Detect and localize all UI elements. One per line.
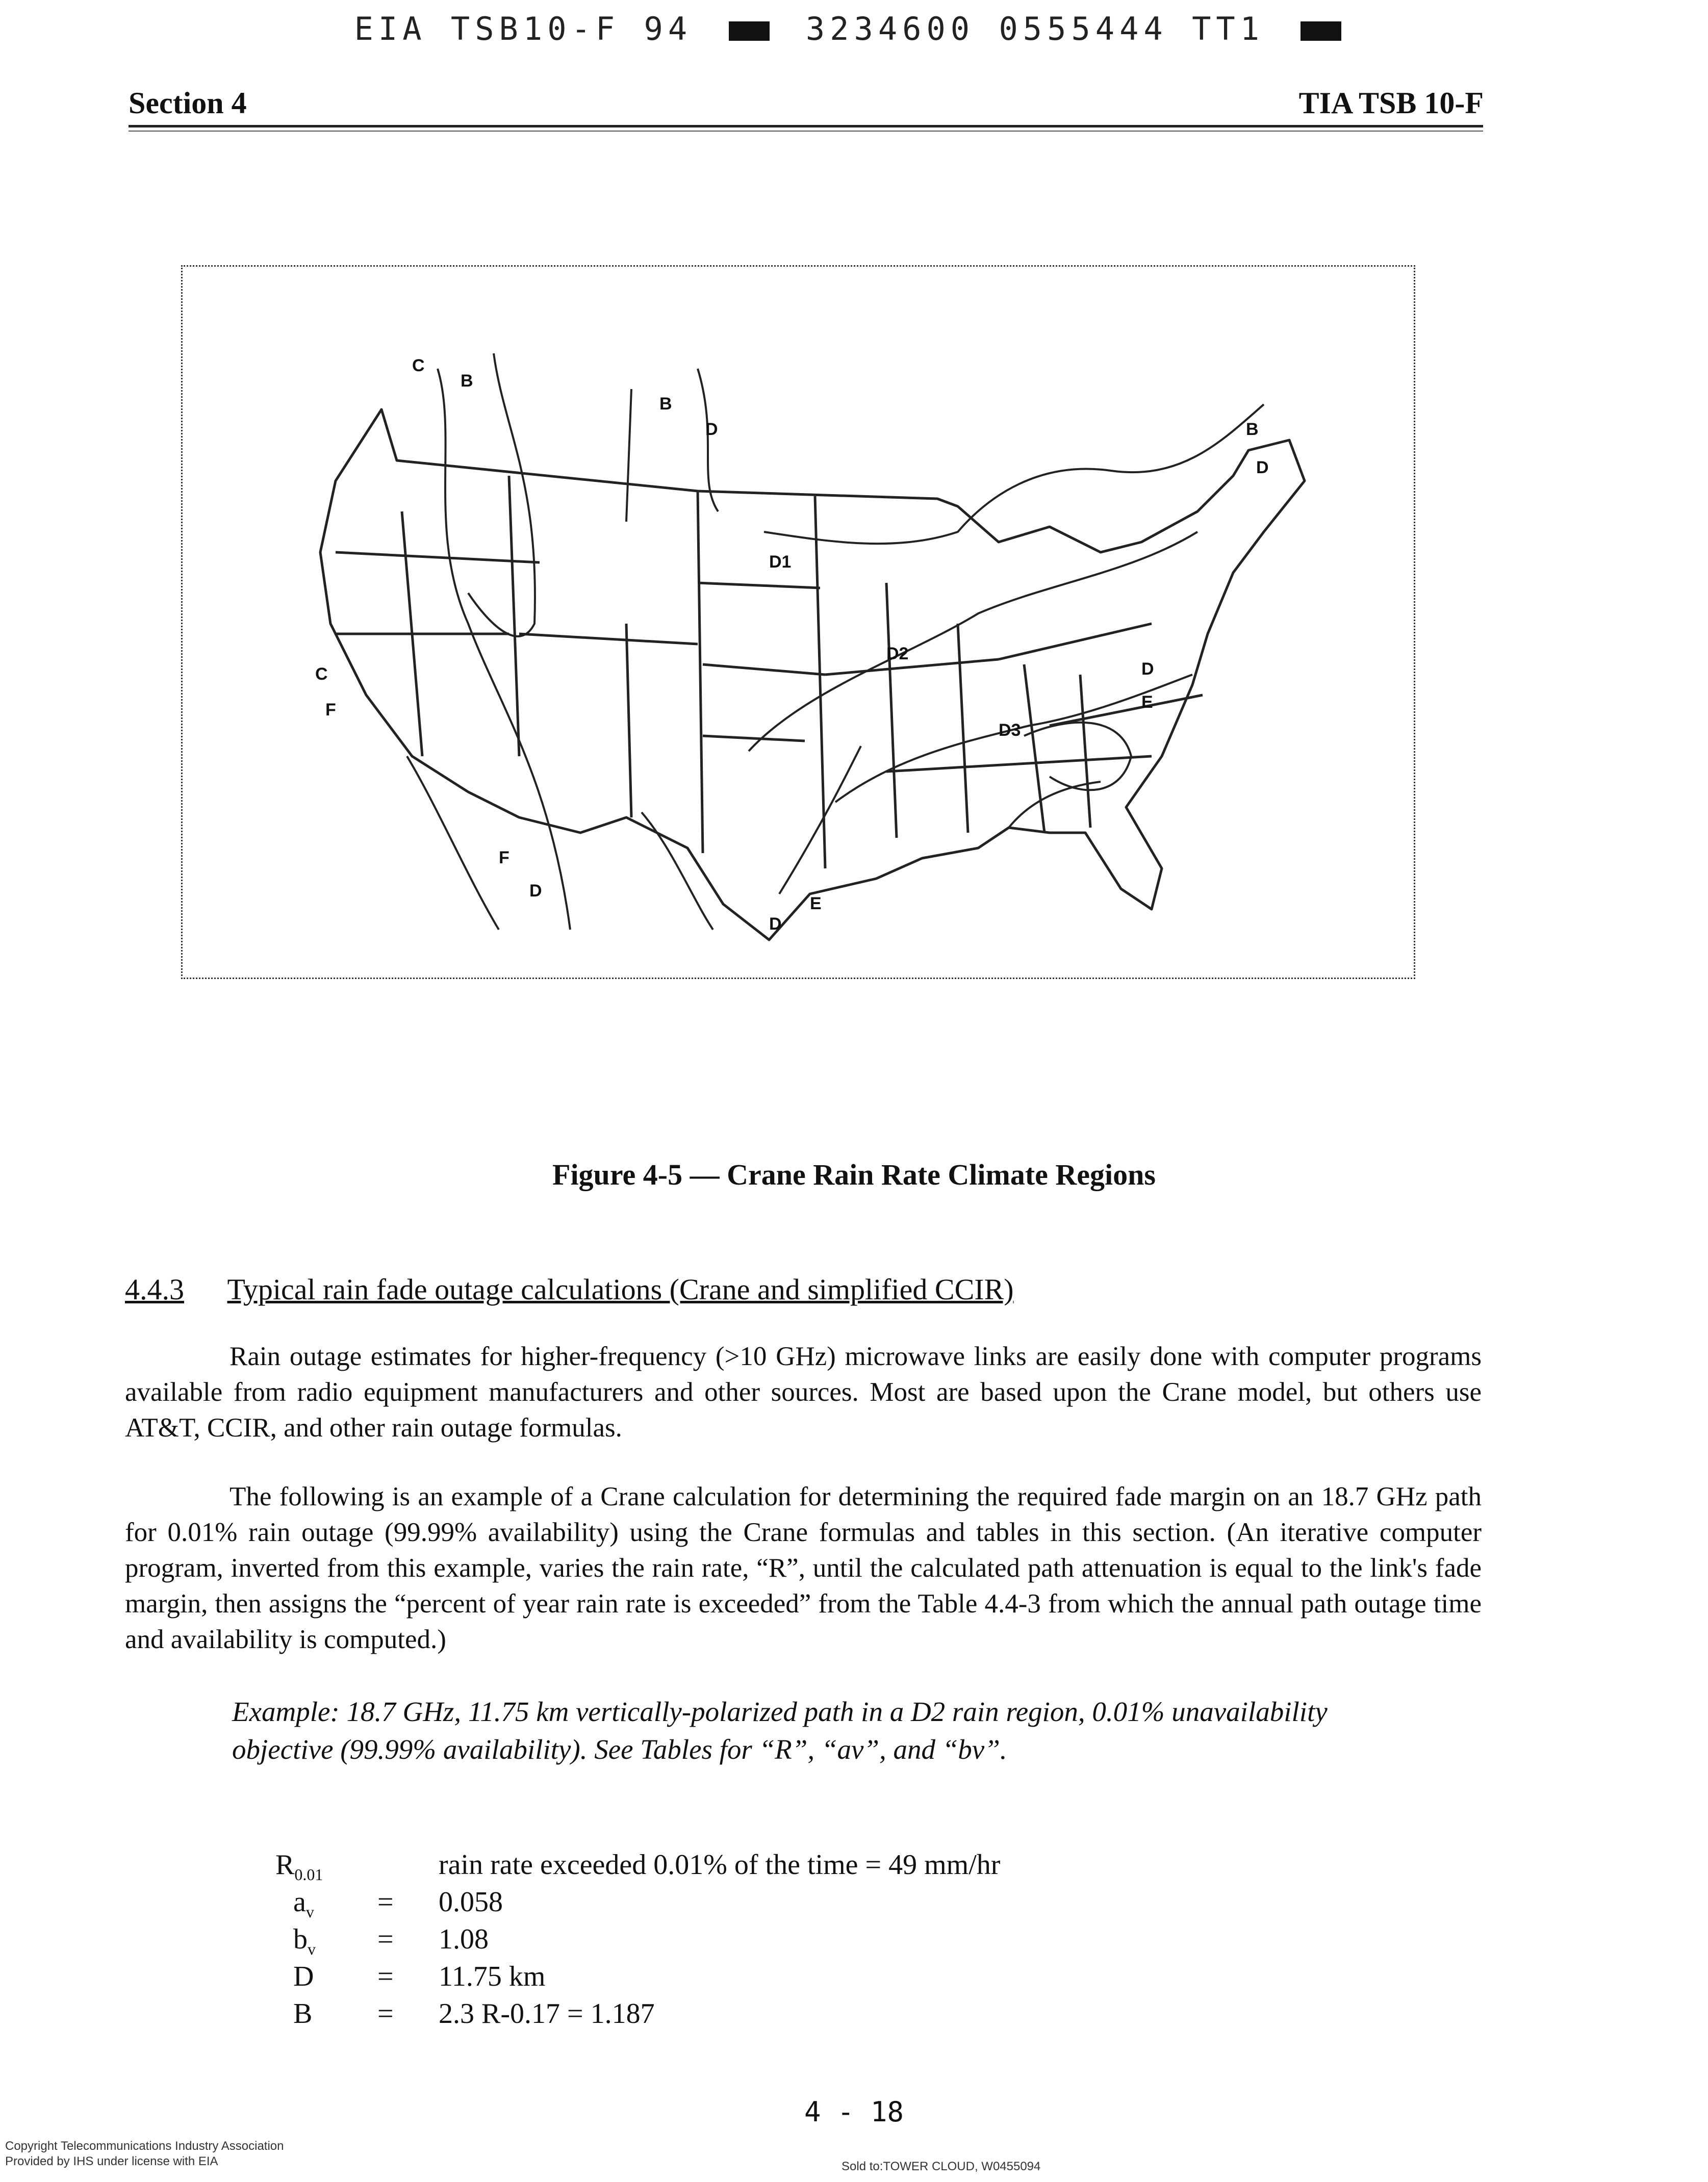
section-heading	[125, 1272, 1014, 1306]
header-rule	[129, 125, 1483, 127]
region-label: D	[769, 914, 782, 934]
region-label: F	[325, 700, 336, 720]
equation-subscript: v	[308, 1940, 316, 1959]
us-rain-region-map	[183, 267, 1414, 978]
region-label: E	[1141, 692, 1153, 712]
equation-symbol: B	[293, 1998, 313, 2030]
section-number: 4.4.3	[125, 1273, 184, 1306]
example-paragraph: Example: 18.7 GHz, 11.75 km vertically-polarized path in a D2 rain region, 0.01% unavailability objective (99.99% availability). See Tables for “R”, “av”, and “bv”.	[232, 1696, 1328, 1765]
region-label: D1	[769, 552, 792, 572]
equals-sign: =	[377, 1961, 394, 1992]
equation-row	[293, 1923, 316, 1959]
body-paragraph: The following is an example of a Crane calculation for determining the required fade margin on an 18.7 GHz path for 0.01% rain outage (99.99% availability) using the Crane formulas and tables in this section. (An iterative computer program, inverted from this example, varies the rain rate, “R”, until the calculated path attenuation is equal to the link's fade margin, then assigns the “percent of year rain rate is exceeded” from the Table 4.4-3 from which the annual path outage time and availability is computed.)	[125, 1482, 1482, 1654]
equation-symbol: D	[293, 1961, 314, 1992]
equation-value: 0.058	[439, 1886, 503, 1918]
equation-symbol: R	[275, 1849, 295, 1881]
equation-subscript: v	[305, 1903, 314, 1921]
footer-license: Provided by IHS under license with EIA	[5, 2154, 218, 2168]
footer-copyright: Copyright Telecommunications Industry Association	[5, 2139, 284, 2153]
region-label: B	[1246, 420, 1259, 439]
region-label: D	[529, 881, 542, 901]
equation-value: rain rate exceeded 0.01% of the time = 49 mm/hr	[439, 1849, 1001, 1881]
region-label: D3	[999, 721, 1021, 740]
equation-value: 11.75 km	[439, 1961, 546, 1992]
figure-frame	[181, 265, 1415, 979]
equation-row	[275, 1849, 323, 1884]
equation-value: 2.3 R-0.17 = 1.187	[439, 1998, 655, 2030]
region-label: D2	[886, 644, 909, 663]
header-rule-thin	[129, 131, 1483, 132]
stamp-block-mark-end	[1301, 21, 1341, 41]
body-paragraph: Rain outage estimates for higher-frequency (>10 GHz) microwave links are easily done with computer programs available from radio equipment manufacturers and other sources. Most are based upon the Crane model, but others use AT&T, CCIR, and other rain outage formulas.	[125, 1342, 1482, 1443]
section-title: Typical rain fade outage calculations (Crane and simplified CCIR)	[227, 1273, 1014, 1306]
equation-symbol: a	[293, 1886, 306, 1918]
region-label: F	[499, 848, 509, 867]
footer-sold-to: Sold to:TOWER CLOUD, W0455094	[842, 2160, 1041, 2173]
stamp-right: 3234600 0555444 TT1	[805, 10, 1265, 47]
equals-sign: =	[377, 1998, 394, 2030]
section-label: Section 4	[129, 86, 247, 120]
stamp-left: EIA TSB10-F 94	[354, 10, 693, 47]
region-label: E	[810, 894, 822, 913]
region-label: D	[705, 420, 718, 439]
region-label: D	[1141, 659, 1154, 679]
equation-value: 1.08	[439, 1923, 489, 1955]
page-number: 4 - 18	[804, 2096, 904, 2128]
region-label: B	[461, 371, 473, 391]
region-label: B	[659, 394, 672, 414]
equation-row	[293, 1886, 314, 1921]
stamp-block-mark	[729, 21, 770, 41]
equals-sign: =	[377, 1923, 394, 1955]
document-id: TIA TSB 10-F	[1298, 86, 1484, 120]
figure-caption: Figure 4-5 — Crane Rain Rate Climate Regions	[552, 1158, 1156, 1191]
region-label: D	[1256, 458, 1269, 477]
region-label: C	[315, 664, 328, 684]
region-label: C	[412, 356, 425, 375]
equation-symbol: b	[293, 1923, 308, 1955]
document-stamp	[0, 10, 1708, 47]
equals-sign: =	[377, 1886, 394, 1918]
equation-subscript: 0.01	[294, 1865, 323, 1884]
